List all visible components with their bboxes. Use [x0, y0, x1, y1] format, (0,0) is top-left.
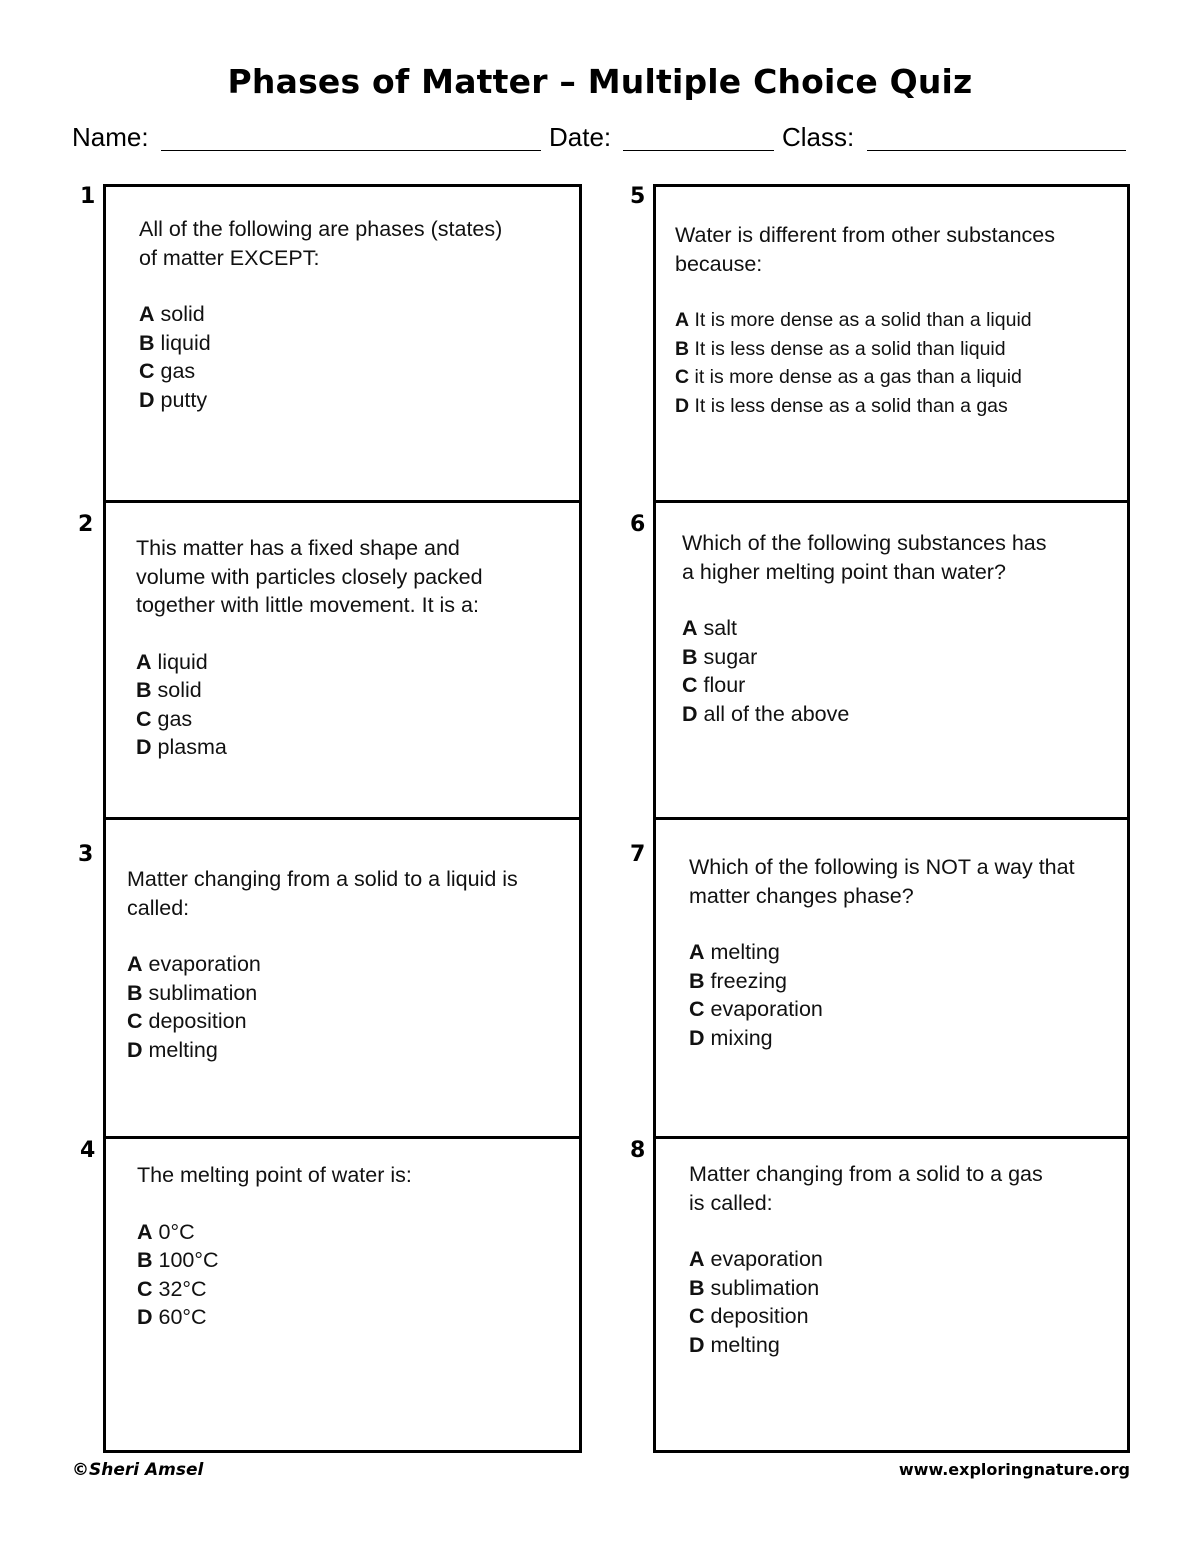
answer-choice-c[interactable]: C gas — [136, 706, 193, 731]
question-divider — [106, 1136, 579, 1139]
answer-choice-d[interactable]: D It is less dense as a solid than a gas — [675, 394, 1008, 417]
answer-choice-d[interactable]: D all of the above — [682, 701, 850, 726]
answer-choice-d[interactable]: D plasma — [136, 735, 227, 759]
question-7 — [689, 853, 1075, 1052]
question-number: 1 — [80, 184, 96, 209]
answer-choice-c[interactable]: C evaporation — [689, 997, 823, 1021]
question-number: 7 — [630, 842, 646, 867]
student-info-row — [72, 122, 1132, 158]
answer-choice-a[interactable]: A 0°C — [137, 1219, 195, 1244]
question-stem: All of the following are phases (states) of matter EXCEPT: — [139, 217, 503, 270]
question-stem: Matter changing from a solid to a liquid is called: — [127, 867, 518, 920]
question-stem: Water is different from other substances because: — [675, 223, 1055, 276]
question-stem: Which of the following substances has a higher melting point than water? — [682, 531, 1047, 584]
question-number: 8 — [630, 1138, 646, 1163]
question-number: 4 — [80, 1138, 96, 1163]
website-url: www.exploringnature.org — [898, 1460, 1130, 1479]
answer-choice-b[interactable]: B liquid — [139, 330, 211, 355]
question-2 — [136, 534, 483, 762]
answer-choice-b[interactable]: B sublimation — [689, 1275, 820, 1300]
question-stem: Which of the following is NOT a way that matter changes phase? — [689, 855, 1075, 908]
question-stem: Matter changing from a solid to a gas is called: — [689, 1162, 1043, 1215]
answer-choice-c[interactable]: C 32°C — [137, 1276, 207, 1301]
question-4 — [137, 1161, 412, 1332]
answer-choice-a[interactable]: A melting — [689, 940, 780, 964]
answer-choice-b[interactable]: B 100°C — [137, 1248, 219, 1272]
copyright-notice: ©Sheri Amsel — [72, 1460, 204, 1480]
question-5 — [675, 221, 1055, 420]
answer-choice-c[interactable]: C deposition — [127, 1009, 247, 1033]
question-divider — [106, 500, 579, 503]
answer-choice-b[interactable]: B freezing — [689, 968, 788, 993]
class-label: Class: — [782, 122, 855, 152]
answer-choice-a[interactable]: A It is more dense as a solid than a liquid — [675, 309, 1032, 331]
question-8 — [689, 1160, 1043, 1359]
question-divider — [106, 817, 579, 820]
question-1 — [139, 215, 502, 414]
answer-choice-b[interactable]: B solid — [136, 678, 202, 702]
answer-choice-a[interactable]: A evaporation — [127, 952, 261, 976]
answer-choice-c[interactable]: C flour — [682, 673, 746, 697]
page-title: Phases of Matter – Multiple Choice Quiz — [227, 62, 973, 101]
question-number: 2 — [78, 512, 94, 537]
question-divider — [656, 1136, 1127, 1139]
answer-choice-a[interactable]: A salt — [682, 616, 737, 640]
answer-choice-d[interactable]: D melting — [127, 1037, 218, 1062]
question-6 — [682, 529, 1047, 728]
answer-choice-c[interactable]: C gas — [139, 359, 196, 383]
name-field[interactable] — [161, 150, 541, 151]
question-divider — [656, 500, 1127, 503]
question-number: 3 — [78, 842, 94, 867]
question-number: 5 — [630, 184, 646, 209]
answer-choice-d[interactable]: D melting — [689, 1332, 780, 1357]
answer-choice-b[interactable]: B sugar — [682, 644, 758, 669]
question-stem: The melting point of water is: — [137, 1163, 412, 1187]
answer-choice-d[interactable]: D mixing — [689, 1025, 773, 1050]
answer-choice-a[interactable]: A solid — [139, 302, 205, 326]
answer-choice-d[interactable]: D putty — [139, 387, 208, 412]
answer-choice-a[interactable]: A evaporation — [689, 1247, 823, 1271]
class-field[interactable] — [867, 150, 1126, 151]
date-label: Date: — [549, 122, 612, 152]
answer-choice-d[interactable]: D 60°C — [137, 1305, 207, 1329]
answer-choice-c[interactable]: C deposition — [689, 1304, 809, 1328]
answer-choice-b[interactable]: B sublimation — [127, 980, 258, 1005]
question-divider — [656, 817, 1127, 820]
question-stem: This matter has a fixed shape and volume with particles closely packed together with little movement. It is a: — [136, 536, 483, 617]
question-number: 6 — [630, 512, 646, 537]
answer-choice-a[interactable]: A liquid — [136, 649, 208, 674]
name-label: Name: — [72, 122, 149, 152]
date-field[interactable] — [623, 150, 774, 151]
question-3 — [127, 865, 518, 1064]
answer-choice-c[interactable]: C it is more dense as a gas than a liquid — [675, 366, 1022, 388]
answer-choice-b[interactable]: B It is less dense as a solid than liquid — [675, 337, 1006, 360]
